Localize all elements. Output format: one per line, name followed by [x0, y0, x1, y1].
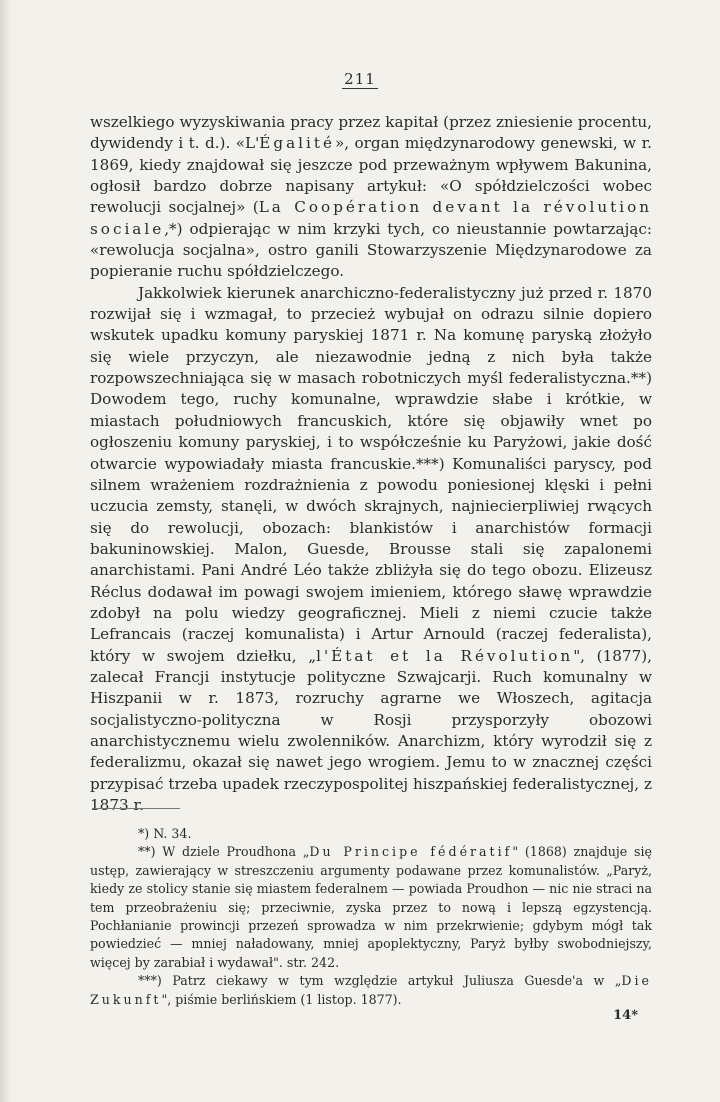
printer-signature-mark: 14*: [613, 1008, 638, 1023]
footnote-1: *) N. 34.: [138, 826, 192, 841]
main-text: [90, 112, 652, 816]
footnotes: [90, 825, 652, 1009]
title-principe-federatif: Du Principe fédératif: [309, 844, 513, 860]
title-cooperation: La Coopération devant la révolution sociale: [90, 198, 652, 238]
title-die-zukunft: Die Zukunft: [90, 973, 652, 1007]
title-etat-revolution: l'État et la Révolution: [316, 646, 574, 665]
page-edge-shadow: [0, 0, 10, 1102]
footnote-separator: [92, 808, 180, 809]
footnote-2: **) W dziele Proudhona „Du Principe fédératif" (1868) znajduje się ustęp, zawierający w streszczeniu argumenty podawane przez komunalistów. „Paryż, kiedy ze stolicy stanie się miastem federalnem — powiada Proudhon — nic nie straci na tem przeobrażeniu się; przeciwnie, zyska przez to nową i lepszą egzystencją. Pochłanianie prowincji przezeń sprowadza w nim przekrwienie; gdybym mógł tak powiedzieć — mniej naładowany, mniej apoplektyczny, Paryż byłby swobodniejszy, więcej by zarabiał i wydawał". str. 242.: [90, 844, 652, 970]
title-egalite: Égalité: [259, 134, 335, 153]
paragraph-1: wszelkiego wyzyskiwania pracy przez kapitał (przez zniesienie procentu, dywidendy i t. d.). «L'Égalité», organ międzynarodowy genewski, w r. 1869, kiedy znajdował się jeszcze pod przeważnym wpływem Bakunina, ogłosił bardzo dobrze napisany artykuł: «O spółdzielczości wobec rewolucji socjalnej» (La Coopération devant la révolution sociale,*) odpierając w nim krzyki tych, co nieustannie powtarzając: «rewolucja socjalna», ostro ganili Stowarzyszenie Międzynarodowe za popieranie ruchu spółdzielczego.: [90, 113, 652, 281]
page-number: 211: [344, 70, 376, 88]
paragraph-2: Jakkolwiek kierunek anarchiczno-federalistyczny już przed r. 1870 rozwijał się i wzmagał, to przecież wybujał on odrazu silnie dopiero wskutek upadku komuny paryskiej 1871 r. Na komunę paryską złożyło się wiele przyczyn, ale niezawodnie jedną z nich była także rozpowszechniająca się w masach robotniczych myśl federalistyczna.**) Dowodem tego, ruchy komunalne, wprawdzie słabe i krótkie, w miastach południowych francuskich, które się objawiły wnet po ogłoszeniu komuny paryskiej, i to współcześnie ku Paryżowi, jakie dość otwarcie wypowiadały miasta francuskie.***) Komunaliści paryscy, pod silnem wrażeniem rozdrażnienia z powodu poniesionej klęski i pełni uczucia zemsty, stanęli, w dwóch skrajnych, najniecierpliwiej rwących się do rewolucji, obozach: blankistów i anarchistów formacji bakuninowskiej. Malon, Guesde, Brousse stali się zapalonemi anarchistami. Pani André Léo także zbliżyła się do tego obozu. Elizeusz Réclus dodawał im powagi swojem imieniem, którego sławę wprawdzie zdobył na polu wiedzy geograficznej. Mieli z niemi czucie także Lefrancais (raczej komunalista) i Artur Arnould (raczej federalista), który w swojem dziełku, „l'État et la Révolution", (1877), zalecał Francji instytucje polityczne Szwajcarji. Ruch komunalny w Hiszpanii w r. 1873, rozruchy agrarne we Włoszech, agitacja socjalistyczno-polityczna w Rosji przysporzyły obozowi anarchistycznemu wielu zwolenników. Anarchizm, który wyrodził się z federalizmu, okazał się nawet jego wrogiem. Jemu to w znacznej części przypisać trzeba upadek rzeczypospolitej hiszpańskiej federalistycznej, z 1873 r.: [90, 283, 652, 814]
footnote-3: ***) Patrz ciekawy w tym względzie artykuł Juliusza Guesde'a w „Die Zukunft", piśmie berlińskiem (1 listop. 1877).: [90, 973, 652, 1007]
